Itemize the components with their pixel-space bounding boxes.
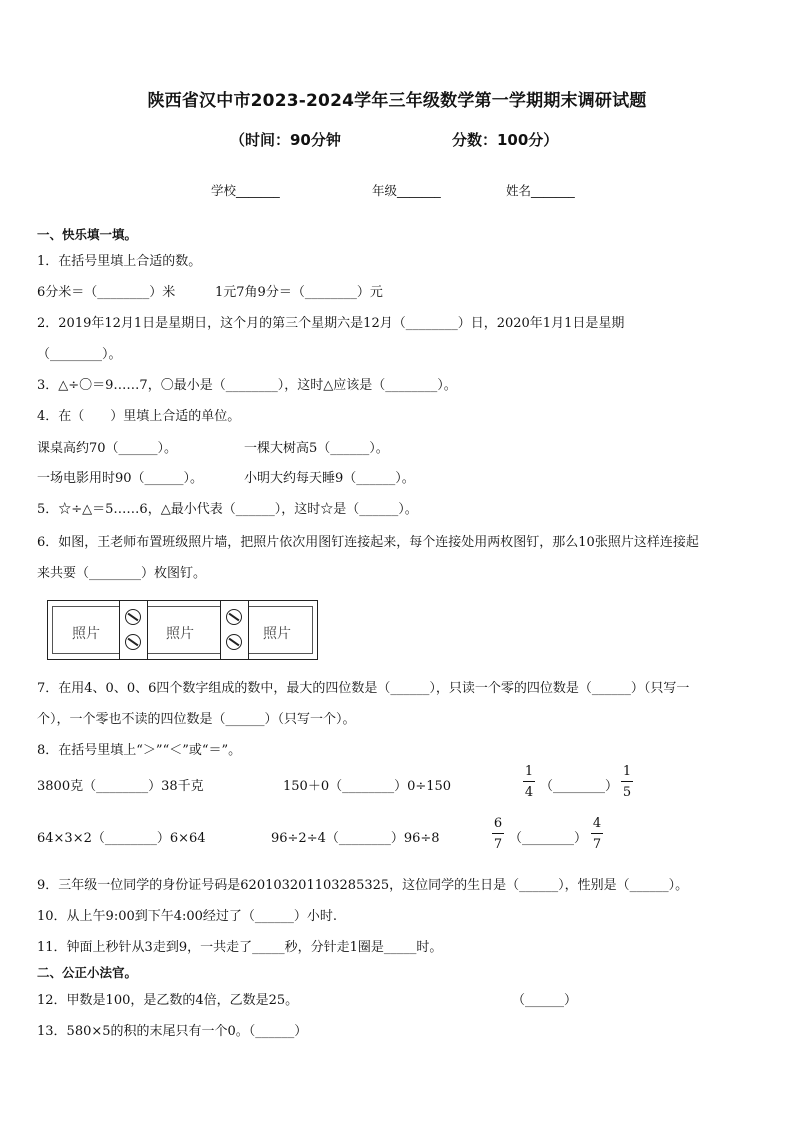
question-11: 11．钟面上秒针从3走到9，一共走了_____秒，分针走1圈是_____时。 <box>37 940 443 955</box>
pin-icon <box>125 634 141 650</box>
question-9: 9．三年级一位同学的身份证号码是620103201103285325，这位同学的生日是（______），性别是（______）。 <box>37 878 689 893</box>
photo-label-2: 照片 <box>166 626 194 642</box>
school-field[interactable]: 学校_______ <box>211 183 280 198</box>
question-5: 5．☆÷△＝5……6，△最小代表（______），这时☆是（______）。 <box>37 502 418 517</box>
question-7-line1: 7．在用4、0、0、6四个数字组成的数中，最大的四位数是（______），只读一个零的四位数是（______）（只写一 <box>37 681 690 696</box>
question-4c: 一场电影用时90（______）。 <box>37 471 204 486</box>
question-7-line2: 个），一个零也不读的四位数是（______）（只写一个）。 <box>37 712 356 727</box>
fraction-numerator: 6 <box>493 816 503 831</box>
question-8: 8．在括号里填上“＞”“＜”或“＝”。 <box>37 743 242 758</box>
fraction-denominator: 4 <box>524 785 534 800</box>
fraction-denominator: 7 <box>493 837 503 852</box>
pin-pair-2 <box>220 601 249 659</box>
page-title: 陕西省汉中市2023-2024学年三年级数学第一学期期末调研试题 <box>147 91 647 111</box>
question-1b: 1元7角9分＝（________）元 <box>215 285 383 300</box>
section-heading-1: 一、快乐填一填。 <box>37 227 138 242</box>
question-8d: 64×3×2（________）6×64 <box>37 831 206 846</box>
pin-icon <box>125 609 141 625</box>
question-2-line2: （________）。 <box>37 347 122 362</box>
question-4a: 课桌高约70（______）。 <box>37 441 178 456</box>
question-12-answer: （______） <box>512 993 578 1008</box>
question-8b: 150＋0（________）0÷150 <box>283 779 452 794</box>
question-6-line1: 6．如图，王老师布置班级照片墙，把照片依次用图钉连接起来，每个连接处用两枚图钉，那么10张照片这样连接起 <box>37 535 699 550</box>
fraction-numerator: 4 <box>592 816 602 831</box>
exam-score: 分数：100分） <box>452 131 559 149</box>
question-3: 3．△÷〇＝9……7，〇最小是（________），这时△应该是（________）。 <box>37 378 457 393</box>
pin-pair-1 <box>119 601 148 659</box>
fraction-numerator: 1 <box>524 764 534 779</box>
name-field[interactable]: 姓名_______ <box>506 183 575 198</box>
question-1: 1．在括号里填上合适的数。 <box>37 254 202 269</box>
fraction-1-4 <box>523 765 535 799</box>
photo-label-1: 照片 <box>72 626 100 642</box>
section-heading-2: 二、公正小法官。 <box>37 965 138 980</box>
question-1a: 6分米＝（________）米 <box>37 285 176 300</box>
question-8f: （________） <box>509 831 588 846</box>
fraction-6-7 <box>492 817 504 851</box>
question-8e: 96÷2÷4（________）96÷8 <box>271 831 440 846</box>
fraction-1-5 <box>621 765 633 799</box>
question-4b: 一棵大树高5（______）。 <box>244 441 389 456</box>
pin-icon <box>226 634 242 650</box>
question-13: 13．580×5的积的末尾只有一个0。（______） <box>37 1024 308 1039</box>
question-4d: 小明大约每天睡9（______）。 <box>244 471 415 486</box>
pin-icon <box>226 609 242 625</box>
question-10: 10．从上午9:00到下午4:00经过了（______）小时. <box>37 909 338 924</box>
grade-field[interactable]: 年级_______ <box>372 183 441 198</box>
question-6-line2: 来共要（________）枚图钉。 <box>37 566 207 581</box>
photo-label-3: 照片 <box>263 626 291 642</box>
exam-time: （时间：90分钟 <box>230 131 341 149</box>
question-8a: 3800克（________）38千克 <box>37 779 204 794</box>
question-8c: （________） <box>540 779 619 794</box>
question-2-line1: 2．2019年12月1日是星期日，这个月的第三个星期六是12月（________）日，2020年1月1日是星期 <box>37 316 625 331</box>
fraction-denominator: 7 <box>592 837 602 852</box>
fraction-4-7 <box>591 817 603 851</box>
fraction-denominator: 5 <box>622 785 632 800</box>
question-4: 4．在（ ）里填上合适的单位。 <box>37 409 241 424</box>
photo-wall-figure <box>47 600 318 660</box>
fraction-numerator: 1 <box>622 764 632 779</box>
question-12: 12．甲数是100，是乙数的4倍，乙数是25。 <box>37 993 299 1008</box>
